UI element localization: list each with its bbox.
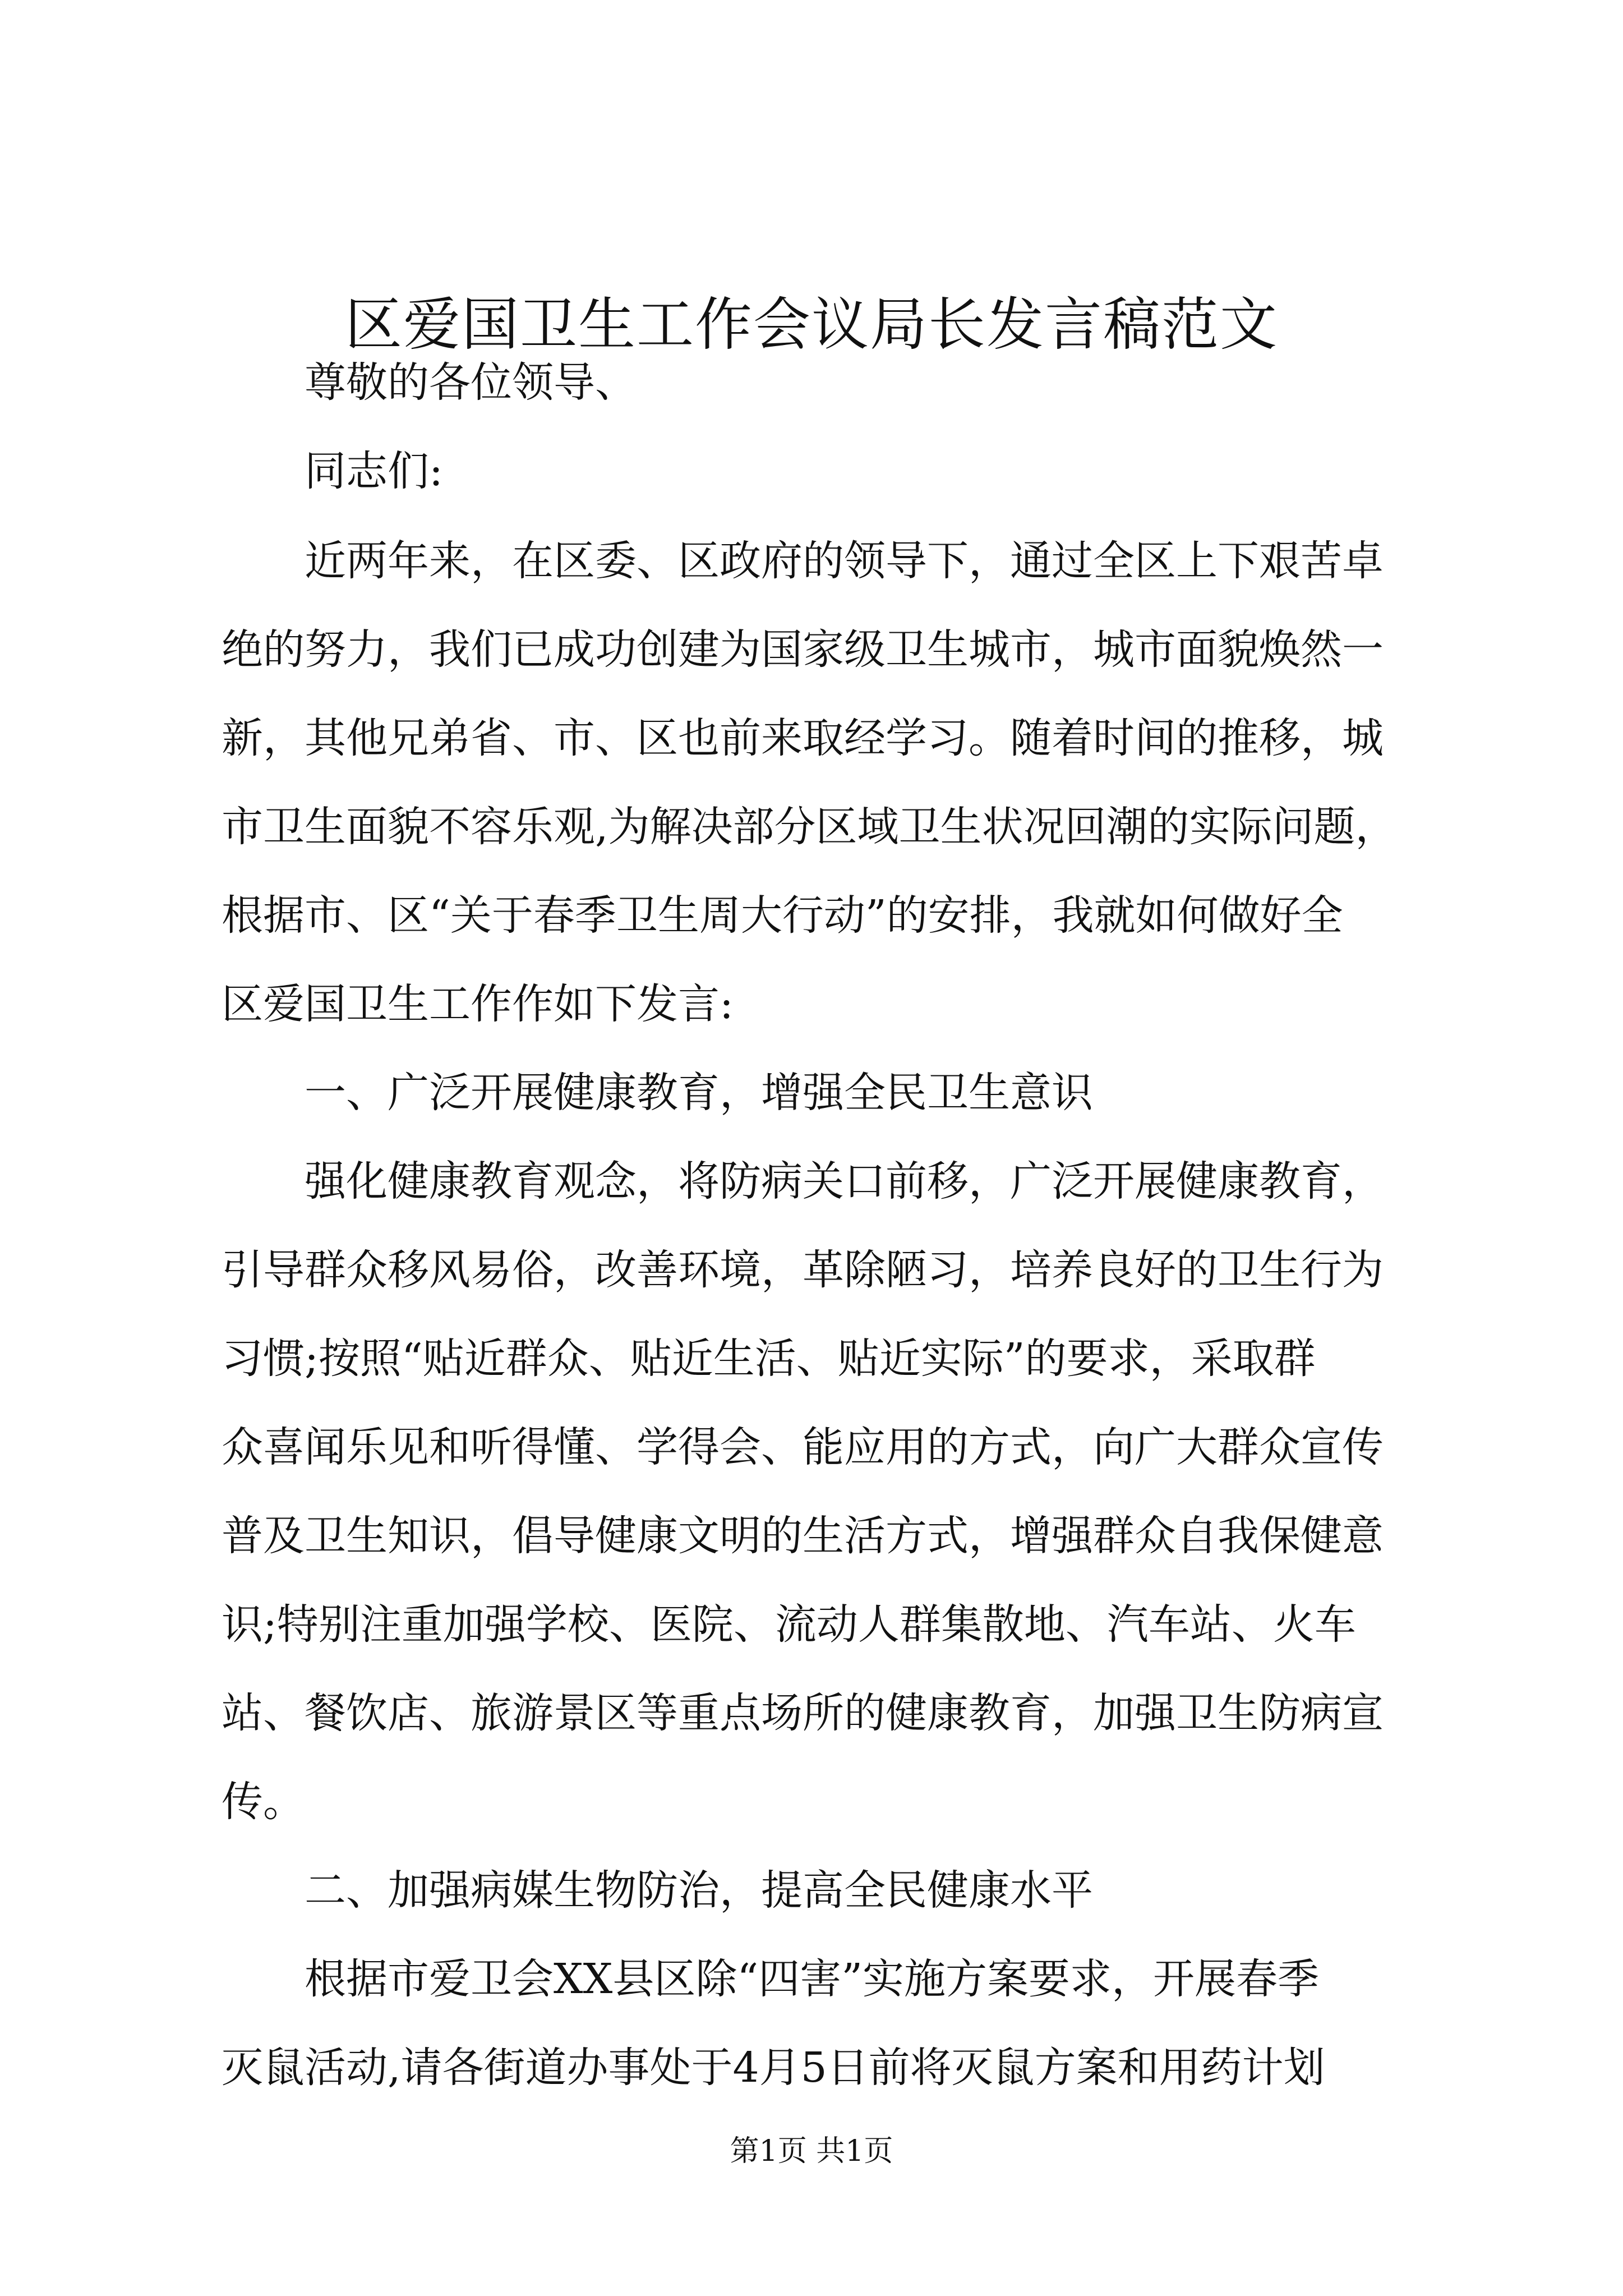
body-line: 传。 [222,1778,305,1826]
salutation-line-1: 尊敬的各位领导、 [305,358,637,407]
body-line: 新，其他兄弟省、市、区也前来取经学习。随着时间的推移，城 [222,714,1384,762]
body-line: 市卫生面貌不容乐观,为解决部分区域卫生状况回潮的实际问题， [222,803,1397,851]
body-line: 根据市爱卫会XX县区除“四害”实施方案要求，开展春季 [305,1955,1320,2003]
section-heading-1: 一、广泛开展健康教育，增强全民卫生意识 [305,1069,1093,1117]
body-line: 普及卫生知识，倡导健康文明的生活方式，增强群众自我保健意 [222,1512,1384,1560]
section-heading-2: 二、加强病媒生物防治，提高全民健康水平 [305,1866,1093,1915]
body-line: 识;特别注重加强学校、医院、流动人群集散地、汽车站、火车 [222,1600,1356,1649]
body-line: 引导群众移风易俗，改善环境，革除陋习，培养良好的卫生行为 [222,1246,1384,1294]
body-line: 灭鼠活动,请各街道办事处于4月5日前将灭鼠方案和用药计划 [222,2044,1325,2092]
body-line: 绝的努力，我们已成功创建为国家级卫生城市，城市面貌焕然一 [222,625,1384,674]
body-line: 站、餐饮店、旅游景区等重点场所的健康教育，加强卫生防病宣 [222,1689,1384,1737]
body-line: 习惯;按照“贴近群众、贴近生活、贴近实际”的要求，采取群 [222,1335,1316,1383]
document-title: 区爱国卫生工作会议局长发言稿范文 [345,292,1278,358]
body-line: 众喜闻乐见和听得懂、学得会、能应用的方式，向广大群众宣传 [222,1423,1384,1471]
salutation-line-2: 同志们: [305,447,443,495]
page-footer: 第1页 共1页 [730,2134,893,2168]
body-line: 区爱国卫生工作作如下发言: [222,980,734,1028]
body-line: 近两年来，在区委、区政府的领导下，通过全区上下艰苦卓 [305,537,1384,585]
body-line: 强化健康教育观念，将防病关口前移，广泛开展健康教育， [305,1157,1384,1205]
body-line: 根据市、区“关于春季卫生周大行动”的安排，我就如何做好全 [222,891,1343,940]
